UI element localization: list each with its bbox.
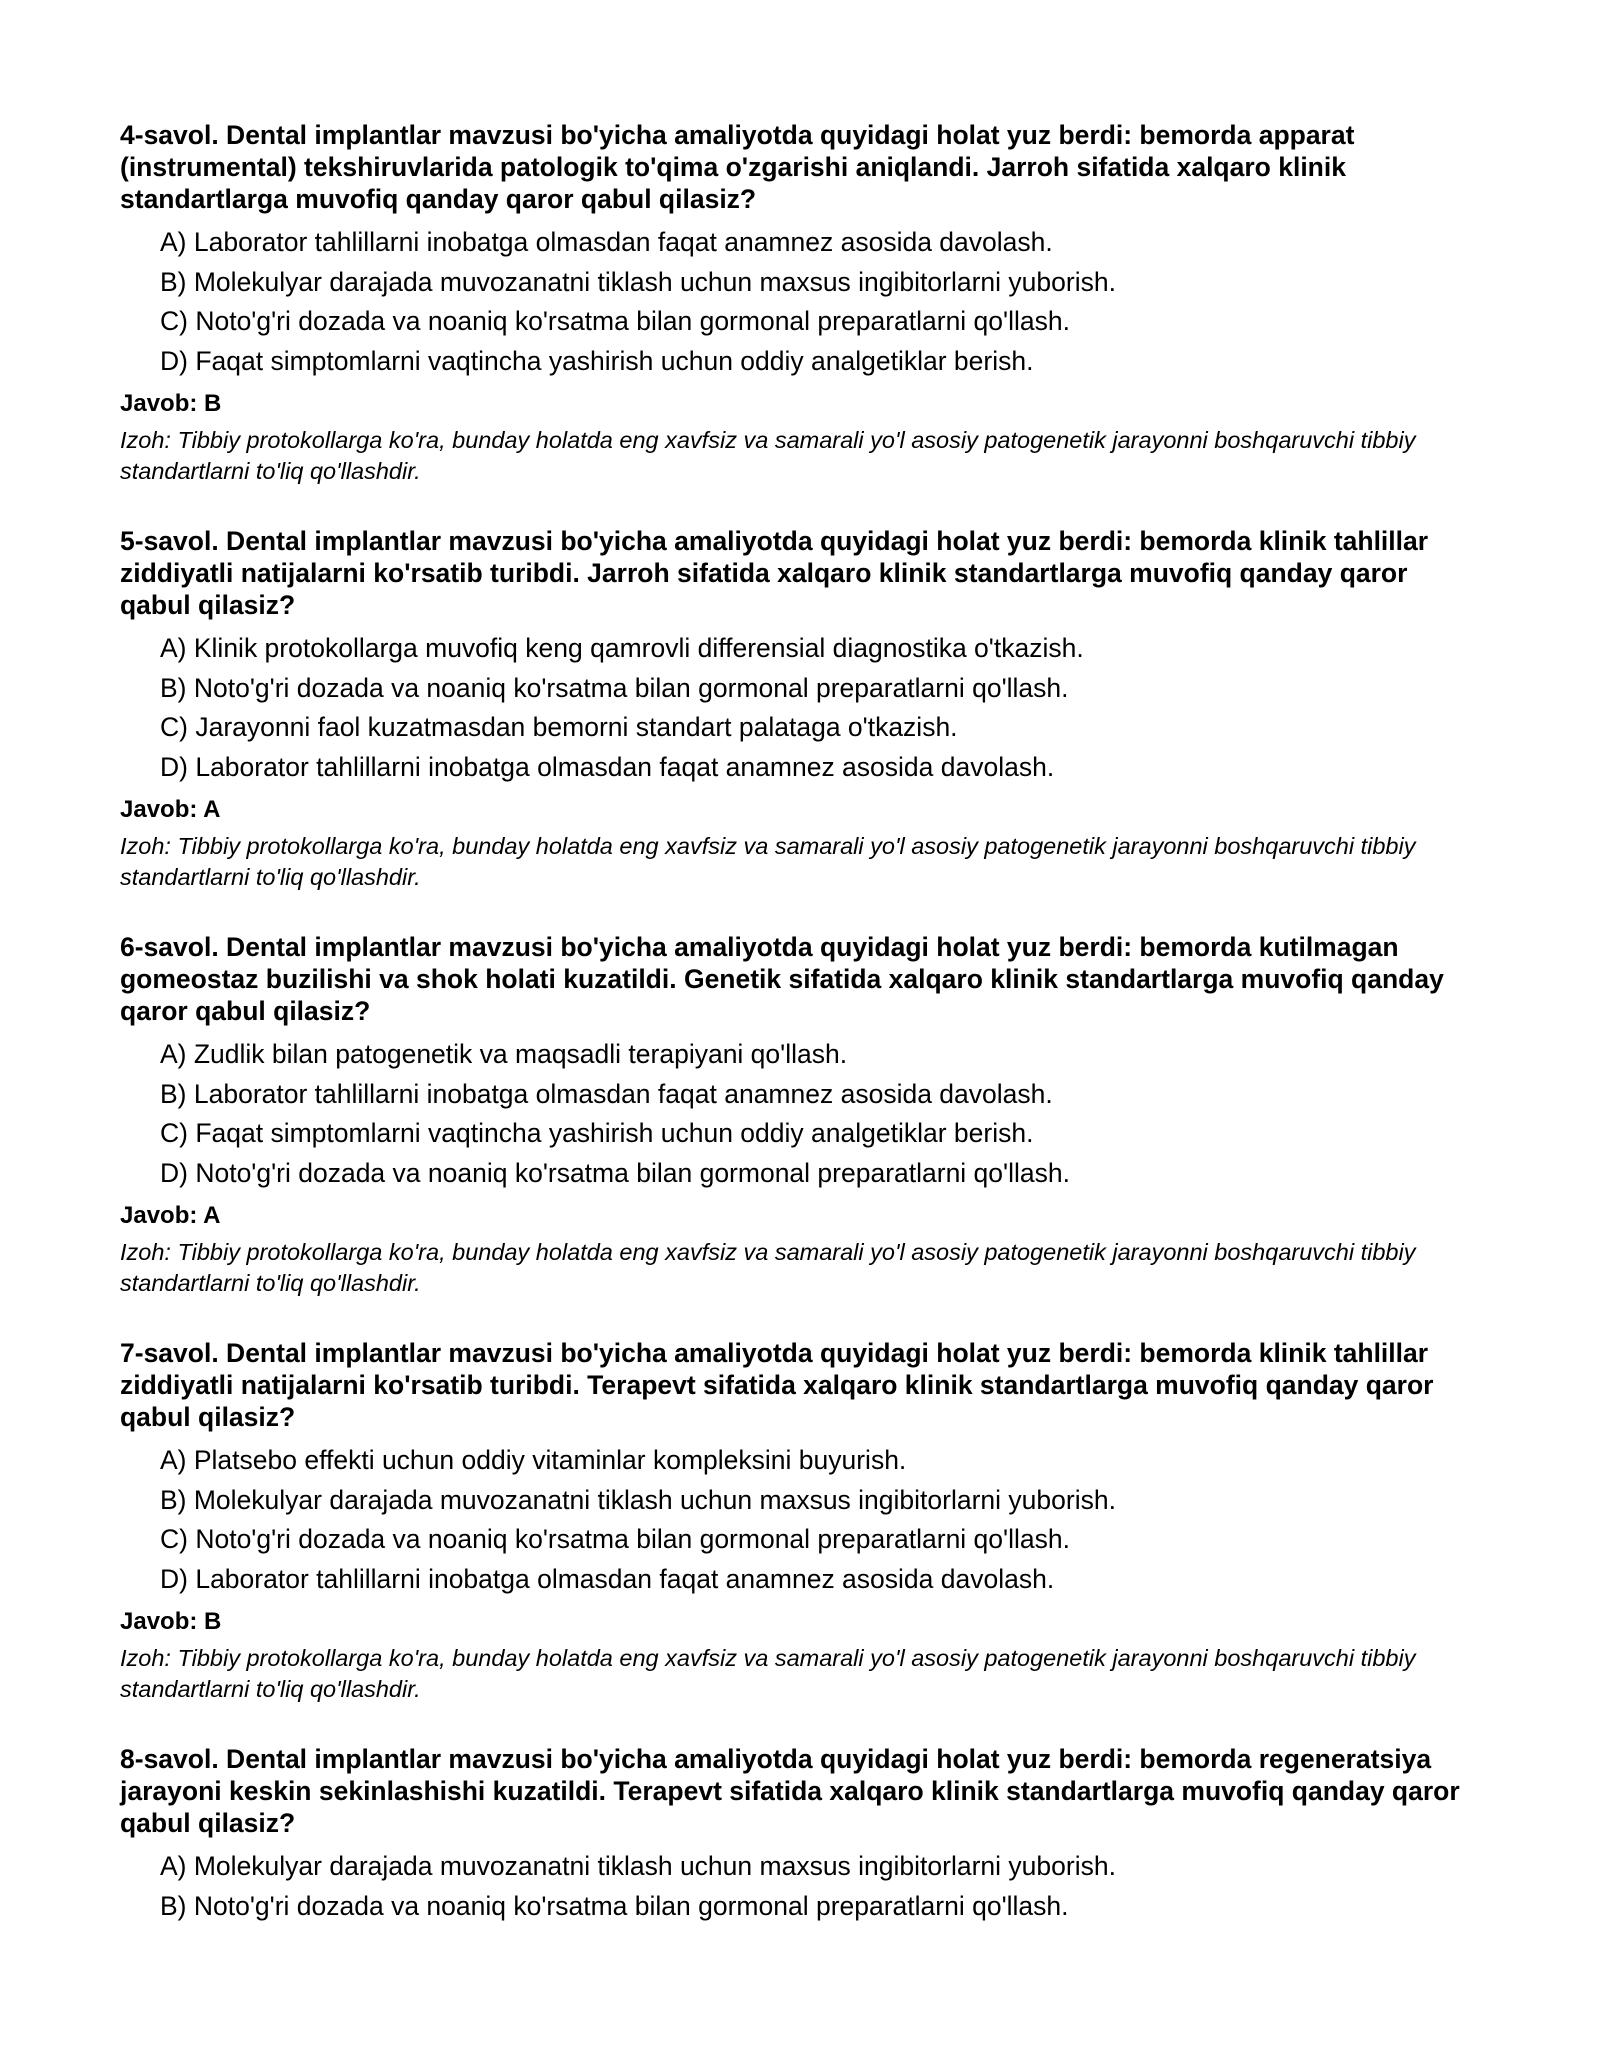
answer-label: Javob: A xyxy=(120,796,221,823)
option-d: D) Laborator tahlillarni inobatga olmasdan faqat anamnez asosida davolash. xyxy=(160,751,1055,782)
option-d: D) Faqat simptomlarni vaqtincha yashirish uchun oddiy analgetiklar berish. xyxy=(160,345,1034,376)
option-b: B) Noto'g'ri dozada va noaniq ko'rsatma bilan gormonal preparatlarni qo'llash. xyxy=(160,672,1069,703)
option-a: A) Platsebo effekti uchun oddiy vitaminlar kompleksini buyurish. xyxy=(160,1445,907,1475)
question-title: 8-savol. Dental implantlar mavzusi bo'yicha amaliyotda quyidagi holat yuz berdi: bemorda regeneratsiya jarayoni keskin sekinlashishi kuzatildi. Terapevt sifatida xalqaro klinik standartlarga muvofiq qanday qaror qabul qilasiz? xyxy=(120,1744,1460,1838)
question-title: 6-savol. Dental implantlar mavzusi bo'yicha amaliyotda quyidagi holat yuz berdi: bemorda kutilmagan gomeostaz buzilishi va shok holati kuzatildi. Genetik sifatida xalqaro klinik standartlarga muvofiq qanday qaror qabul qilasiz? xyxy=(120,932,1444,1026)
question-4 xyxy=(120,119,1480,487)
option-a: A) Laborator tahlillarni inobatga olmasdan faqat anamnez asosida davolash. xyxy=(160,227,1053,257)
option-c: C) Noto'g'ri dozada va noaniq ko'rsatma bilan gormonal preparatlarni qo'llash. xyxy=(160,306,1070,336)
option-b: B) Molekulyar darajada muvozanatni tiklash uchun maxsus ingibitorlarni yuborish. xyxy=(160,266,1116,297)
question-7 xyxy=(120,1337,1480,1705)
option-list xyxy=(120,629,1480,787)
answer-label: Javob: A xyxy=(120,1202,221,1229)
option-a: A) Molekulyar darajada muvozanatni tiklash uchun maxsus ingibitorlarni yuborish. xyxy=(160,1851,1116,1881)
option-list xyxy=(120,1847,1480,1926)
option-c: C) Faqat simptomlarni vaqtincha yashirish uchun oddiy analgetiklar berish. xyxy=(160,1118,1034,1148)
option-c: C) Noto'g'ri dozada va noaniq ko'rsatma bilan gormonal preparatlarni qo'llash. xyxy=(160,1524,1070,1554)
option-d: D) Noto'g'ri dozada va noaniq ko'rsatma bilan gormonal preparatlarni qo'llash. xyxy=(160,1157,1070,1188)
option-b: B) Noto'g'ri dozada va noaniq ko'rsatma bilan gormonal preparatlarni qo'llash. xyxy=(160,1890,1069,1921)
option-c: C) Jarayonni faol kuzatmasdan bemorni standart palataga o'tkazish. xyxy=(160,712,958,742)
explanation-note: Izoh: Tibbiy protokollarga ko'ra, bunday holatda eng xavfsiz va samarali yo'l asosiy patogenetik jarayonni boshqaruvchi tibbiy standartlarni to'liq qo'llashdir. xyxy=(120,833,1416,890)
question-title: 4-savol. Dental implantlar mavzusi bo'yicha amaliyotda quyidagi holat yuz berdi: bemorda apparat (instrumental) tekshiruvlarida patologik to'qima o'zgarishi aniqlandi. Jarroh sifatida xalqaro klinik standartlarga muvofiq qanday qaror qabul qilasiz? xyxy=(120,120,1355,214)
question-6 xyxy=(120,931,1480,1299)
question-title: 5-savol. Dental implantlar mavzusi bo'yicha amaliyotda quyidagi holat yuz berdi: bemorda klinik tahlillar ziddiyatli natijalarni ko'rsatib turibdi. Jarroh sifatida xalqaro klinik standartlarga muvofiq qanday qaror qabul qilasiz? xyxy=(120,526,1429,620)
option-b: B) Molekulyar darajada muvozanatni tiklash uchun maxsus ingibitorlarni yuborish. xyxy=(160,1484,1116,1515)
option-list xyxy=(120,1441,1480,1599)
question-5 xyxy=(120,525,1480,893)
question-title: 7-savol. Dental implantlar mavzusi bo'yicha amaliyotda quyidagi holat yuz berdi: bemorda klinik tahlillar ziddiyatli natijalarni ko'rsatib turibdi. Terapevt sifatida xalqaro klinik standartlarga muvofiq qanday qaror qabul qilasiz? xyxy=(120,1338,1434,1432)
answer-label: Javob: B xyxy=(120,1608,222,1635)
option-list xyxy=(120,223,1480,381)
explanation-note: Izoh: Tibbiy protokollarga ko'ra, bunday holatda eng xavfsiz va samarali yo'l asosiy patogenetik jarayonni boshqaruvchi tibbiy standartlarni to'liq qo'llashdir. xyxy=(120,1645,1416,1702)
option-a: A) Zudlik bilan patogenetik va maqsadli terapiyani qo'llash. xyxy=(160,1039,848,1069)
option-a: A) Klinik protokollarga muvofiq keng qamrovli differensial diagnostika o'tkazish. xyxy=(160,633,1084,663)
answer-label: Javob: B xyxy=(120,390,222,417)
explanation-note: Izoh: Tibbiy protokollarga ko'ra, bunday holatda eng xavfsiz va samarali yo'l asosiy patogenetik jarayonni boshqaruvchi tibbiy standartlarni to'liq qo'llashdir. xyxy=(120,1239,1416,1296)
option-b: B) Laborator tahlillarni inobatga olmasdan faqat anamnez asosida davolash. xyxy=(160,1078,1053,1109)
option-list xyxy=(120,1035,1480,1193)
explanation-note: Izoh: Tibbiy protokollarga ko'ra, bunday holatda eng xavfsiz va samarali yo'l asosiy patogenetik jarayonni boshqaruvchi tibbiy standartlarni to'liq qo'llashdir. xyxy=(120,427,1416,484)
question-8 xyxy=(120,1743,1480,1926)
option-d: D) Laborator tahlillarni inobatga olmasdan faqat anamnez asosida davolash. xyxy=(160,1563,1055,1594)
